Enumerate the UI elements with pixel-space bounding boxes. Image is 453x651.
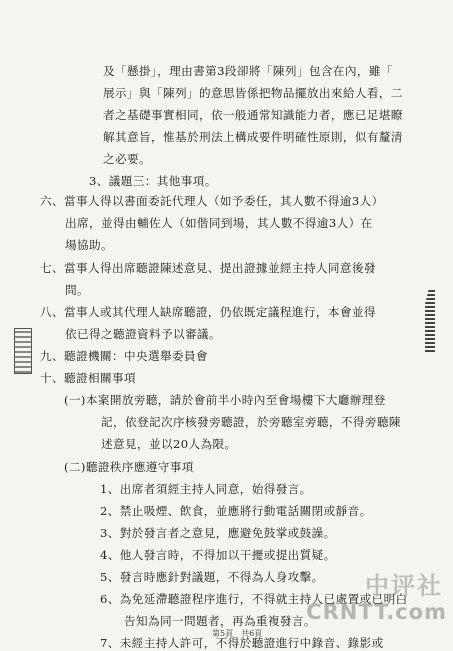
watermark-cn: 中评社 — [365, 572, 443, 600]
text-line: 十、聽證相關事項 — [40, 371, 136, 385]
text-line: 解其意旨，惟基於刑法上構成要件明確性原則，似有釐清 — [103, 130, 403, 144]
text-line: 七、當事人得出席聽證陳述意見、提出證據並經主持人同意後發 — [40, 261, 376, 275]
text-line: 六、當事人得以書面委託代理人（如予委任，其人數不得逾3人） — [40, 194, 384, 208]
page-edge-mark-icon — [425, 288, 435, 352]
text-line: 問。 — [65, 283, 89, 297]
text-line: 述意見，並以20人為限。 — [101, 437, 237, 451]
text-line: 4、他人發言時，不得加以干擾或提出質疑。 — [100, 548, 336, 562]
text-line: 八、當事人或其代理人缺席聽證，仍依既定議程進行，本會並得 — [40, 305, 376, 319]
watermark — [306, 566, 453, 640]
text-line: 者之基礎事實相同，依一般通常知識能力者，應已足堪瞭 — [103, 108, 403, 122]
text-line: 及「懸掛」，理由書第3段卻將「陳列」包含在內，雖「 — [103, 64, 393, 78]
text-line: (一)本案開放旁聽，請於會前半小時內至會場樓下大廳辦理登 — [64, 393, 386, 407]
text-line: 場協助。 — [65, 238, 113, 252]
text-line: 3、議題三：其他事項。 — [89, 174, 217, 188]
text-line: 1、出席者須經主持人同意，始得發言。 — [100, 482, 312, 496]
text-line: 記，依登記次序核發旁聽證，於旁聽室旁聽，不得旁聽陳 — [101, 415, 401, 429]
text-line: 展示」與「陳列」的意思皆係把物品擺放出來給人看，二 — [103, 86, 403, 100]
binding-stamp-icon — [14, 328, 32, 374]
text-line: 之必要。 — [103, 152, 151, 166]
page-footer: 第5頁 共6頁 — [212, 629, 263, 638]
text-line: 出席，並得由輔佐人（如偕同到場，其人數不得逾3人）在 — [65, 216, 373, 230]
text-line: 6、為免延滯聽證程序進行，不得就主持人已處置或已明白 — [100, 592, 408, 606]
text-line: 7、未經主持人許可，不得於聽證進行中錄音、錄影或 — [100, 636, 384, 650]
text-line: (二)聽證秩序應遵守事項 — [64, 460, 194, 474]
text-line: 依已得之聽證資料予以審議。 — [65, 327, 221, 341]
text-line: 九、聽證機關：中央選舉委員會 — [40, 349, 208, 363]
text-line: 告知為同一問題者，再為重複發言。 — [124, 614, 316, 628]
watermark-en: CRNTT.com — [306, 600, 447, 624]
text-line: 3、對於發言者之意見，應避免鼓掌或鼓譟。 — [100, 526, 336, 540]
text-line: 5、發言時應針對議題，不得為人身攻擊。 — [100, 570, 324, 584]
text-line: 2、禁止吸煙、飲食，並應將行動電話關閉或靜音。 — [100, 504, 372, 518]
